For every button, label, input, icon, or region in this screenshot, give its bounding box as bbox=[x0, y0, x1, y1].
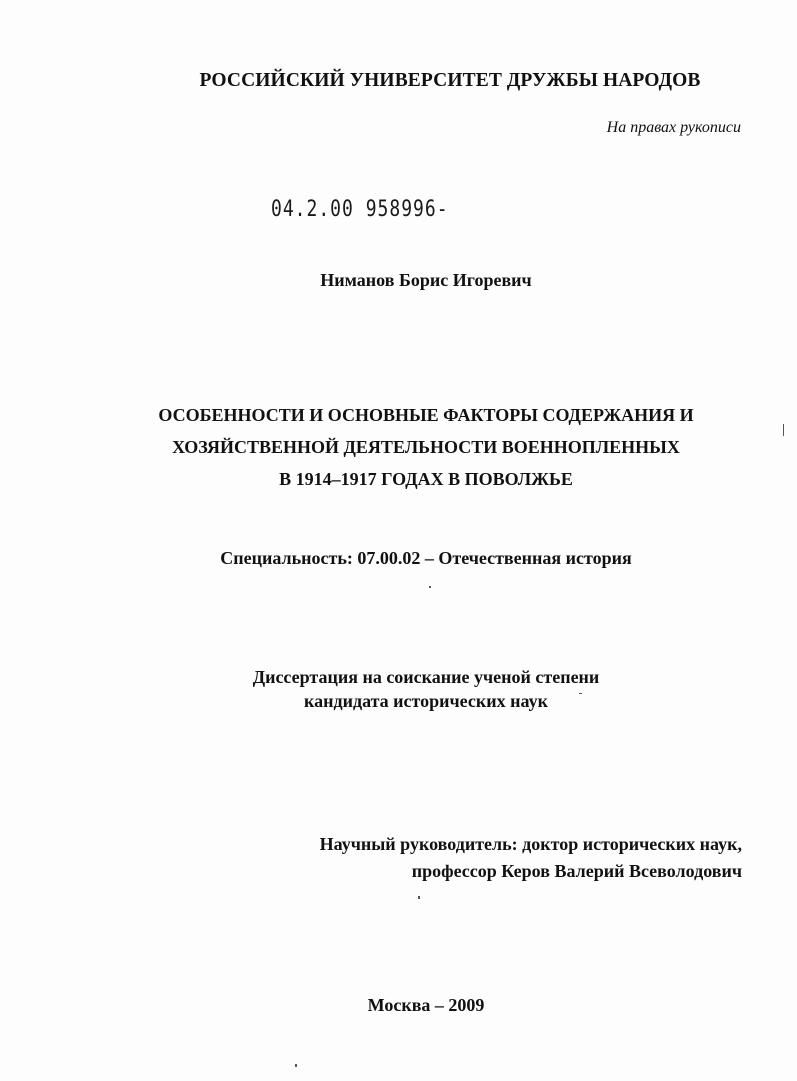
specialty: Специальность: 07.00.02 – Отечественная история bbox=[220, 548, 632, 568]
scan-speck bbox=[429, 586, 431, 588]
degree-line: кандидата исторических наук bbox=[304, 691, 548, 711]
supervisor-line: профессор Керов Валерий Всеволодович bbox=[411, 861, 742, 881]
degree-statement bbox=[0, 665, 797, 713]
scan-speck bbox=[783, 424, 784, 436]
catalog-number-stamp: 04.2.00 958996- bbox=[271, 196, 449, 223]
author-name: Ниманов Борис Игоревич bbox=[320, 270, 532, 290]
university-name: РОССИЙСКИЙ УНИВЕРСИТЕТ ДРУЖБЫ НАРОДОВ bbox=[199, 70, 701, 91]
dissertation-title bbox=[0, 399, 797, 495]
degree-line: Диссертация на соискание ученой степени bbox=[252, 667, 600, 687]
title-line: ОСОБЕННОСТИ И ОСНОВНЫЕ ФАКТОРЫ СОДЕРЖАНИЯ И bbox=[158, 405, 694, 425]
title-line: ХОЗЯЙСТВЕННОЙ ДЕЯТЕЛЬНОСТИ ВОЕННОПЛЕННЫХ bbox=[172, 437, 680, 457]
scientific-supervisor bbox=[320, 831, 742, 885]
scan-speck bbox=[418, 896, 420, 899]
scan-speck bbox=[579, 693, 582, 694]
manuscript-note: На правах рукописи bbox=[606, 119, 741, 136]
scan-speck bbox=[295, 1064, 297, 1067]
title-line: В 1914–1917 ГОДАХ В ПОВОЛЖЬЕ bbox=[279, 469, 573, 489]
city-year: Москва – 2009 bbox=[367, 995, 485, 1015]
supervisor-line: Научный руководитель: доктор исторических наук, bbox=[319, 834, 742, 854]
